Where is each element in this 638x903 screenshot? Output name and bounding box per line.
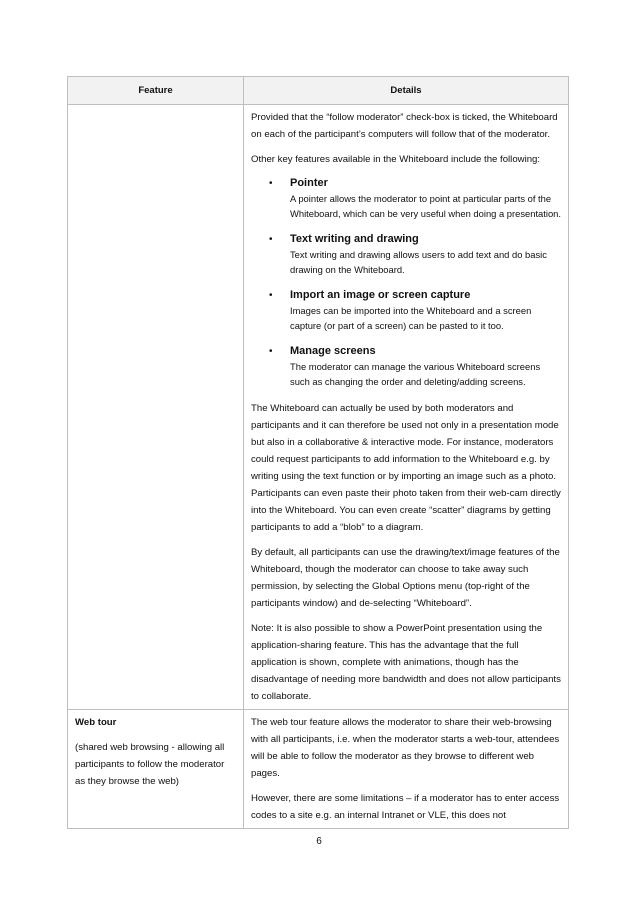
bullet-manage-screens <box>251 344 562 389</box>
webtour-title: Web tour <box>75 717 117 728</box>
whiteboard-intro: Provided that the “follow moderator” check-box is ticked, the Whiteboard on each of the participant’s computers will follow that of the moderator. <box>251 112 558 140</box>
webtour-description: (shared web browsing - allowing all participants to follow the moderator as they browse the web) <box>75 742 225 787</box>
header-feature: Feature <box>68 77 244 105</box>
table-row-whiteboard <box>68 105 569 710</box>
bullet-icon: • <box>269 290 273 301</box>
bullet-title: Import an image or screen capture <box>290 289 471 301</box>
bullet-icon: • <box>269 234 273 245</box>
bullet-icon: • <box>269 178 273 189</box>
bullet-title: Manage screens <box>290 345 376 357</box>
bullet-text: A pointer allows the moderator to point at particular parts of the Whiteboard, which can be very useful when doing a presentation. <box>290 193 561 219</box>
whiteboard-usage-paragraph: The Whiteboard can actually be used by both moderators and participants and it can therefore be used not only in a presentation mode but also in a collaborative & interactive mode. For instance, moderators could request participants to add information to the Whiteboard e.g. by writing using the text function or by importing an image such as a photo. Participants can even paste their photo taken from their web-cam directly into the Whiteboard. You can even create “scatter” diagrams by getting participants to add a “blob” to a diagram. <box>251 403 561 533</box>
header-details: Details <box>244 77 569 105</box>
key-features-intro: Other key features available in the Whiteboard include the following: <box>251 154 541 165</box>
table-row-webtour <box>68 710 569 829</box>
bullet-text: Images can be imported into the Whiteboard and a screen capture (or part of a screen) can be pasted to it too. <box>290 305 532 331</box>
webtour-paragraph-1: The web tour feature allows the moderator to share their web-browsing with all participants, i.e. when the moderator starts a web-tour, attendees will be able to follow the moderator as they browse to different web pages. <box>251 717 560 779</box>
webtour-paragraph-2: However, there are some limitations – if a moderator has to enter access codes to a site e.g. an internal Intranet or VLE, this does not <box>251 793 560 821</box>
bullet-pointer <box>251 176 562 221</box>
bullet-text: The moderator can manage the various Whiteboard screens such as changing the order and deleting/adding screens. <box>290 361 541 387</box>
table-header-row <box>68 77 569 105</box>
bullet-title: Text writing and drawing <box>290 233 419 245</box>
bullet-text-writing <box>251 232 562 277</box>
whiteboard-default-paragraph: By default, all participants can use the drawing/text/image features of the Whiteboard, though the moderator can choose to take away such permission, by selecting the Global Options menu (top-right of the participants window) and de-selecting “Whiteboard”. <box>251 547 560 609</box>
bullet-title: Pointer <box>290 177 328 189</box>
webtour-feature-cell <box>68 710 244 829</box>
page-number: 6 <box>316 836 322 847</box>
bullet-icon: • <box>269 346 273 357</box>
webtour-details-cell <box>244 710 569 829</box>
whiteboard-feature-cell <box>68 105 244 710</box>
features-table <box>67 76 569 829</box>
bullet-text: Text writing and drawing allows users to add text and do basic drawing on the Whiteboard. <box>290 249 547 275</box>
whiteboard-note-paragraph: Note: It is also possible to show a PowerPoint presentation using the application-sharing feature. This has the advantage that the full application is shown, complete with animations, though has the disadvantage of needing more bandwidth and does not allow participants to collaborate. <box>251 623 561 702</box>
bullet-import-image <box>251 288 562 333</box>
whiteboard-details-cell <box>244 105 569 710</box>
